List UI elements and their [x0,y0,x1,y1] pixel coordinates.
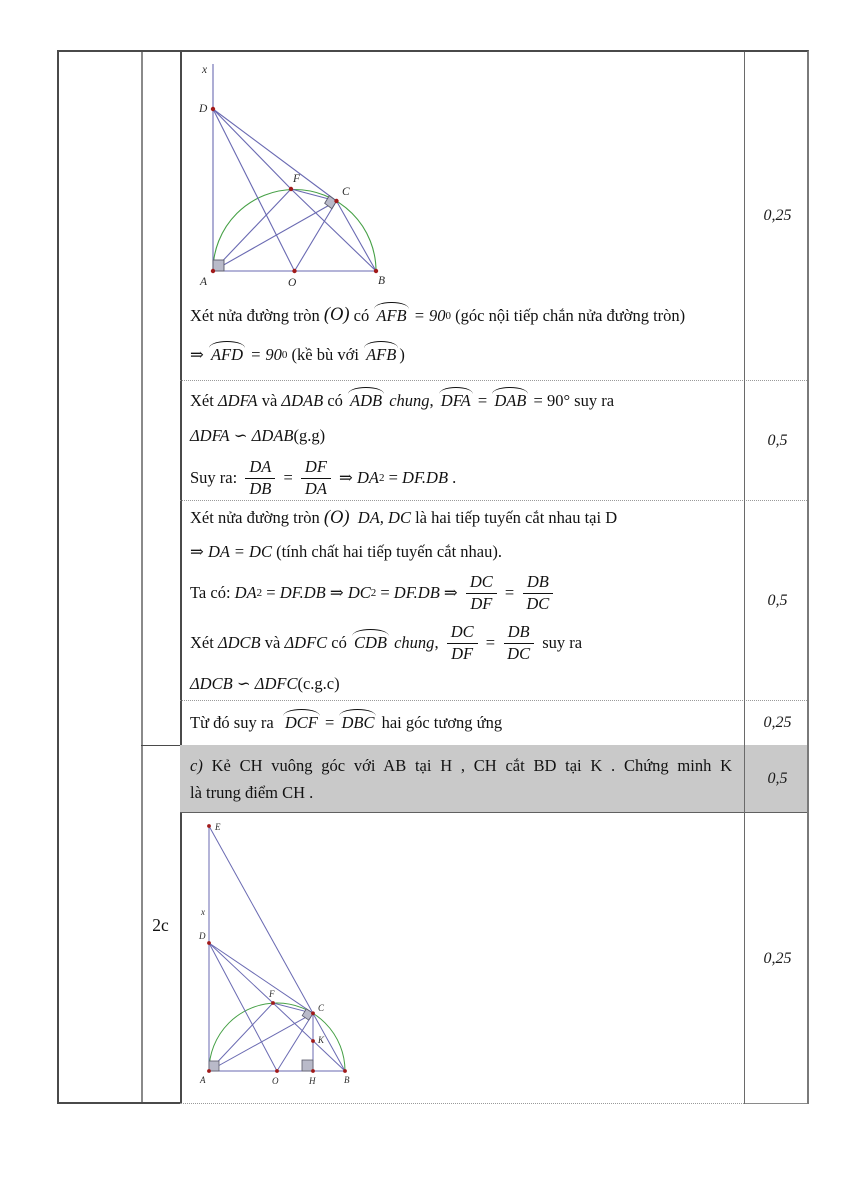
angle-hat: AFB [376,305,407,325]
math-run: ΔDFA [217,391,258,410]
math-run: ΔDFA [190,426,230,445]
score-cell: 0,25 [763,713,792,731]
question-c-statement [182,745,742,812]
text-run: = [481,633,500,652]
math-run: DA [356,468,379,487]
text-run: = [320,712,339,732]
text-run: (góc nội tiếp chắn nửa đường tròn) [451,305,686,325]
fraction [447,623,478,663]
point-label-c: C [342,186,350,198]
diagram-lines [209,826,345,1071]
text-run: = [376,583,394,602]
text-run: ⇒ [190,542,208,561]
solution-line: ⇒ AFD = 90 0 (kề bù với AFB ) [190,344,405,364]
text-run: ⇒ [325,583,348,602]
text-run: Kẻ CH vuông góc với AB tại H , CH cắt BD tại K . Chứng minh K [202,756,732,775]
point-label-x: x [201,907,205,917]
text-run: ⇒ [190,344,208,364]
fraction-denominator: DF [470,593,493,613]
angle-hat: CDB [353,633,387,652]
math-run: DC [347,583,371,602]
math-run: DF.DB [402,468,449,487]
fraction [301,458,331,498]
fraction-numerator: DB [523,573,553,593]
diagram-lines [213,64,376,271]
question-id-cell: 2c [152,915,169,935]
point-label-x: x [202,64,208,76]
item-letter: c) [190,756,203,775]
fraction-numerator: DC [466,573,497,593]
row-divider [180,380,807,381]
text-run: (kề bù với [287,344,364,364]
point-label-d: D [199,931,206,941]
solution-row-4 [182,700,742,745]
point-label-d: D [199,103,208,115]
text-run: = [384,468,403,487]
text-run: Xét nửa đường tròn [190,508,324,527]
text-run: có [349,305,374,325]
solution-line: Ta có: DA 2 = DF.DB ⇒ DC 2 = DF.DB ⇒ $\frac{DC}{DF}$ = $\frac{DB}{DC}$ [190,569,742,617]
math-run: ΔDCB [190,674,233,693]
text-run: Từ đó suy ra [190,712,282,732]
solution-line [190,418,742,454]
math-run: DF.DB [279,583,326,602]
geometry-diagram-2 [198,817,358,1092]
solution-row-3 [182,501,742,700]
point-label-f: F [293,173,301,185]
fraction-numerator: DF [301,458,331,478]
text-run: và [260,633,285,652]
text-run: = [500,583,519,602]
math-run: ΔDFC [284,633,328,652]
answer-key-table [57,50,809,1104]
solution-line [190,713,502,733]
text-run: Xét [190,633,218,652]
math-run: chung [389,633,435,652]
text-run: = [262,583,280,602]
math-run: ΔDAB [251,426,294,445]
text-run: = [279,468,297,487]
point-label-b: B [344,1075,350,1085]
angle-hat: DCF [284,712,318,732]
math-run: ΔDAB [281,391,324,410]
text-run: hai góc tương ứng [377,712,503,732]
text-run: Suy ra: [190,468,242,487]
fraction [245,458,275,498]
solution-line [190,501,742,535]
solution-row-6 [182,812,742,1106]
text-run: suy ra [538,633,583,652]
semicircle-arc [209,1003,345,1071]
point-label-h: H [309,1076,316,1086]
fraction-denominator: DC [507,643,531,663]
solution-row-2 [182,382,742,500]
solution-line [190,617,742,669]
solution-line [190,669,742,699]
solution-row-1 [182,52,742,380]
semicircle-arc [213,190,376,272]
fraction-numerator: DC [447,623,478,643]
math-run: = 90 [409,305,446,325]
math-run: (O) [323,507,350,528]
text-run: ⇒ [334,468,357,487]
score-cell: 0,25 [763,950,792,967]
point-label-e: E [215,822,221,832]
fraction-denominator: DB [249,478,272,498]
text-run: = 90° suy ra [529,391,615,410]
score-cell: 0,5 [767,432,788,449]
point-label-k: K [318,1035,325,1045]
right-angle-marks [213,196,337,271]
statement-line [190,752,732,779]
angle-hat: DBC [341,712,375,732]
text-run: là trung điểm CH . [190,783,314,802]
fraction-denominator: DF [451,643,474,663]
point-label-a: A [200,276,208,288]
text-run: Xét nửa đường tròn [190,305,324,325]
fraction [466,573,497,613]
fraction-numerator: DA [245,458,275,478]
text-run [350,508,358,528]
text-run: = [473,391,492,410]
text-run: (tính chất hai tiếp tuyến cắt nhau). [271,542,502,561]
text-run: (c.g.c) [297,674,340,693]
math-run: DF.DB [393,583,440,602]
solution-line: Suy ra: $\frac{DA}{DB}$ = $\frac{DF}{DA}$ ⇒ DA 2 = DF.DB . [190,457,457,498]
table-border [744,52,745,1104]
geometry-diagram-1 [198,56,408,296]
similarity-symbol: ∽ [229,426,252,445]
angle-hat: DFA [440,391,471,410]
text-run: là hai tiếp tuyến cắt nhau tại D [410,508,618,527]
angle-hat: ADB [350,391,383,410]
solution-line [190,535,742,569]
point-label-b: B [378,275,386,287]
math-run: DA = DC [207,542,272,561]
similarity-symbol: ∽ [232,674,255,693]
solution-line: Xét nửa đường tròn (O) có AFB = 90 0 (góc nội tiếp chắn nửa đường tròn) [190,305,686,325]
text-run: ) [399,344,405,364]
math-run: (O) [323,305,350,325]
fraction [503,623,534,663]
point-label-o: O [272,1076,279,1086]
score-cell: 0,5 [767,591,788,609]
point-label-o: O [288,277,297,289]
angle-hat: AFB [366,344,397,364]
math-run: = 90 [246,344,282,364]
math-run: DA [234,583,257,602]
math-run: chung [385,391,430,410]
angle-hat: DAB [494,391,527,410]
point-label-a: A [200,1075,206,1085]
fraction-denominator: DC [526,593,550,613]
text-run: Ta có: [190,583,235,602]
point-label-c: C [318,1003,325,1013]
fraction-numerator: DB [504,623,534,643]
text-run: và [257,391,282,410]
text-run: , [434,633,443,652]
math-run: ΔDCB [217,633,261,652]
statement-line [190,779,732,806]
text-run: ⇒ [439,583,462,602]
score-cell: 0,5 [767,769,788,787]
text-run: (g.g) [293,426,326,445]
text-run: có [323,391,348,410]
solution-line [190,384,742,418]
score-cell: 0,25 [763,207,792,224]
math-run: ΔDFC [254,674,298,693]
text-run: Xét [190,391,218,410]
fraction-denominator: DA [304,478,327,498]
angle-hat: AFD [210,344,244,364]
text-run: , [429,391,438,410]
fraction [522,573,553,613]
text-run: có [327,633,351,652]
point-label-f: F [269,989,275,999]
text-run: . [448,468,457,487]
math-run: DA, DC [357,508,411,527]
